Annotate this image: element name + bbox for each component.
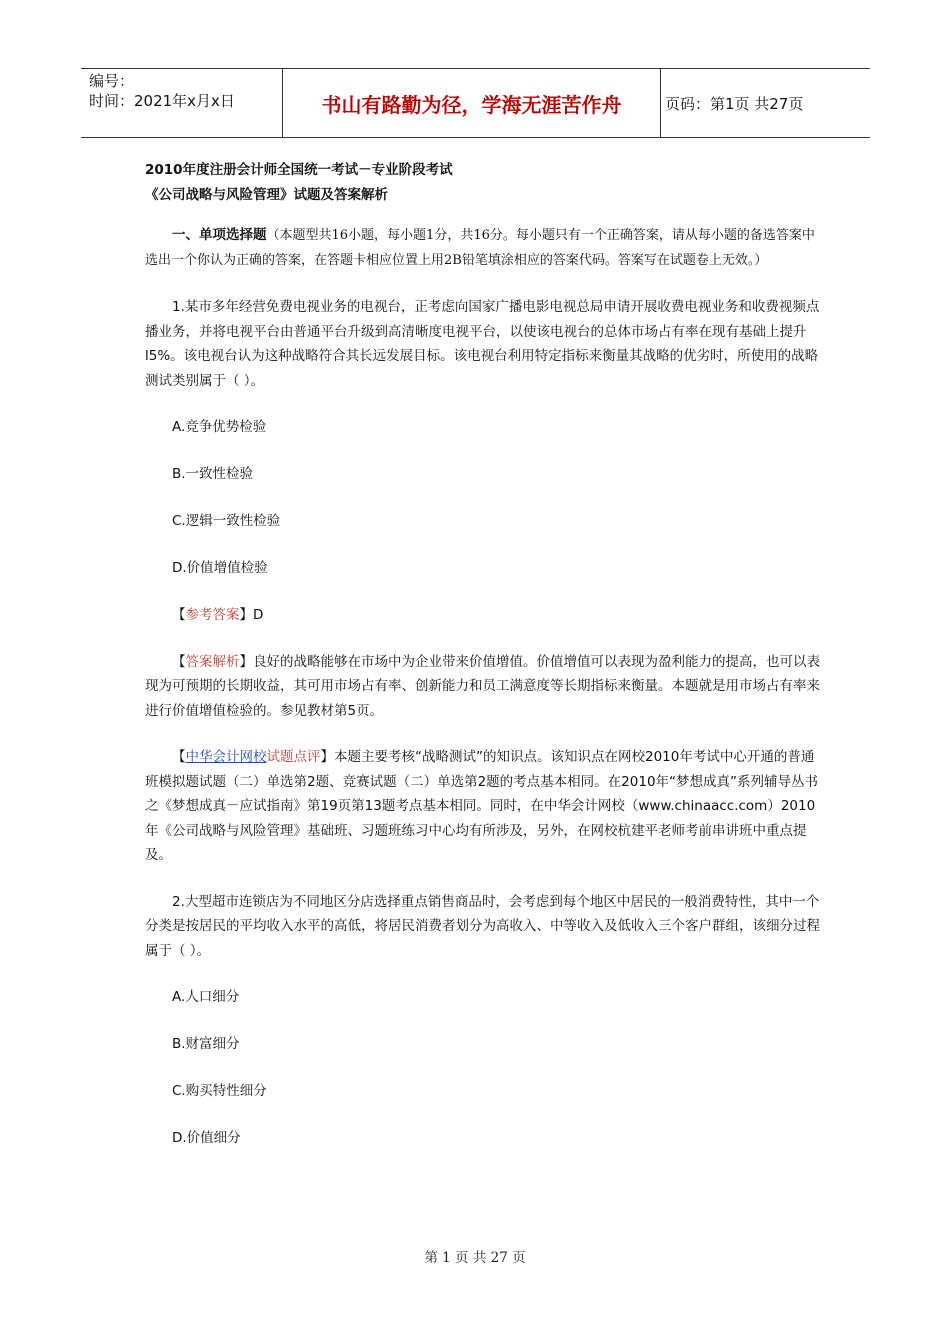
header-table (81, 68, 870, 138)
question-2-stem: 2.大型超市连锁店为不同地区分店选择重点销售商品时，会考虑到每个地区中居民的一般消费特性，其中一个分类是按居民的平均收入水平的高低，将居民消费者划分为高收入、中等收入及低收入三个客户群组，该细分过程属于（ ）。 (145, 893, 820, 959)
section-label: 一、单项选择题 (172, 227, 267, 243)
doc-title-line2: 《公司战略与风险管理》试题及答案解析 (145, 187, 388, 203)
q2-option-b: B.财富细分 (172, 1036, 240, 1052)
header-meta (89, 71, 285, 111)
q1-option-b: B.一致性检验 (172, 466, 254, 482)
header-page-info: 页码：第1页 共27页 (665, 94, 804, 113)
q2-option-a: A.人口细分 (172, 989, 240, 1005)
q1-answer: 【参考答案】D (172, 607, 264, 623)
header-divider (660, 69, 661, 137)
analysis-text: 良好的战略能够在市场中为企业带来价值增值。价值增值可以表现为盈利能力的提高，也可以表现为可预期的长期收益，其可用市场占有率、创新能力和员工满意度等长期指标来衡量。本题就是用市场占有率来进行价值增值检验的。参见教材第5页。 (145, 653, 820, 719)
document-body (145, 158, 820, 1151)
q1-option-a: A.竞争优势检验 (172, 419, 267, 435)
date-label: 时间：2021年x月x日 (89, 92, 235, 110)
comment-text: 本题主要考核“战略测试”的知识点。该知识点在网校2010年考试中心开通的普通班模拟题试题（二）单选第2题、竞赛试题（二）单选第2题的考点基本相同。在2010年“梦想成真”系列辅导丛书之《梦想成真－应试指南》第19页第13题考点基本相同。同时，在中华会计网校（www.chinaacc.com）2010年《公司战略与风险管理》基础班、习题班练习中心均有所涉及，另外，在网校杭建平老师考前串讲班中重点提及。 (145, 749, 819, 863)
analysis-label: 答案解析 (185, 653, 240, 670)
page-footer: 第 1 页 共 27 页 (424, 1250, 526, 1266)
chinaacc-link[interactable]: 中华会计网校 (185, 749, 267, 765)
comment-label: 试题点评 (266, 749, 321, 765)
serial-number-label: 编号： (89, 72, 135, 90)
q1-comment: 【中华会计网校试题点评】本题主要考核“战略测试”的知识点。该知识点在网校2010年考试中心开通的普通班模拟题试题（二）单选第2题、竞赛试题（二）单选第2题的考点基本相同。在2010年“梦想成真”系列辅导丛书之《梦想成真－应试指南》第19页第13题考点基本相同。同时，在中华会计网校（www.chinaacc.com）2010年《公司战略与风险管理》基础班、习题班练习中心均有所涉及，另外，在网校杭建平老师考前串讲班中重点提及。 (145, 749, 819, 863)
answer-label: 参考答案 (185, 607, 240, 623)
q1-option-d: D.价值增值检验 (172, 560, 268, 576)
q1-option-c: C.逻辑一致性检验 (172, 513, 281, 529)
q2-option-d: D.价值细分 (172, 1130, 241, 1146)
section-intro (145, 223, 820, 273)
q2-option-c: C.购买特性细分 (172, 1083, 267, 1099)
header-motto: 书山有路勤为径，学海无涯苦作舟 (321, 92, 622, 117)
q1-analysis: 【答案解析】良好的战略能够在市场中为企业带来价值增值。价值增值可以表现为盈利能力的提高，也可以表现为可预期的长期收益，其可用市场占有率、创新能力和员工满意度等长期指标来衡量。本题就是用市场占有率来进行价值增值检验的。参见教材第5页。 (145, 653, 820, 719)
question-1-stem: 1.某市多年经营免费电视业务的电视台，正考虑向国家广播电影电视总局申请开展收费电视业务和收费视频点播业务，并将电视平台由普通平台升级到高清晰度电视平台，以使该电视台的总体市场占有率在现有基础上提升l5%。该电视台认为这种战略符合其长远发展目标。该电视台利用特定指标来衡量其战略的优劣时，所使用的战略测试类别属于（ ）。 (145, 299, 820, 389)
answer-value: D (253, 607, 264, 623)
doc-title-line1: 2010年度注册会计师全国统一考试－专业阶段考试 (145, 162, 453, 178)
section-note: （本题型共16小题，每小题1分，共16分。每小题只有一个正确答案，请从每小题的备选答案中选出一个你认为正确的答案，在答题卡相应位置上用2B铅笔填涂相应的答案代码。答案写在试题卷上无效。） (145, 228, 815, 268)
